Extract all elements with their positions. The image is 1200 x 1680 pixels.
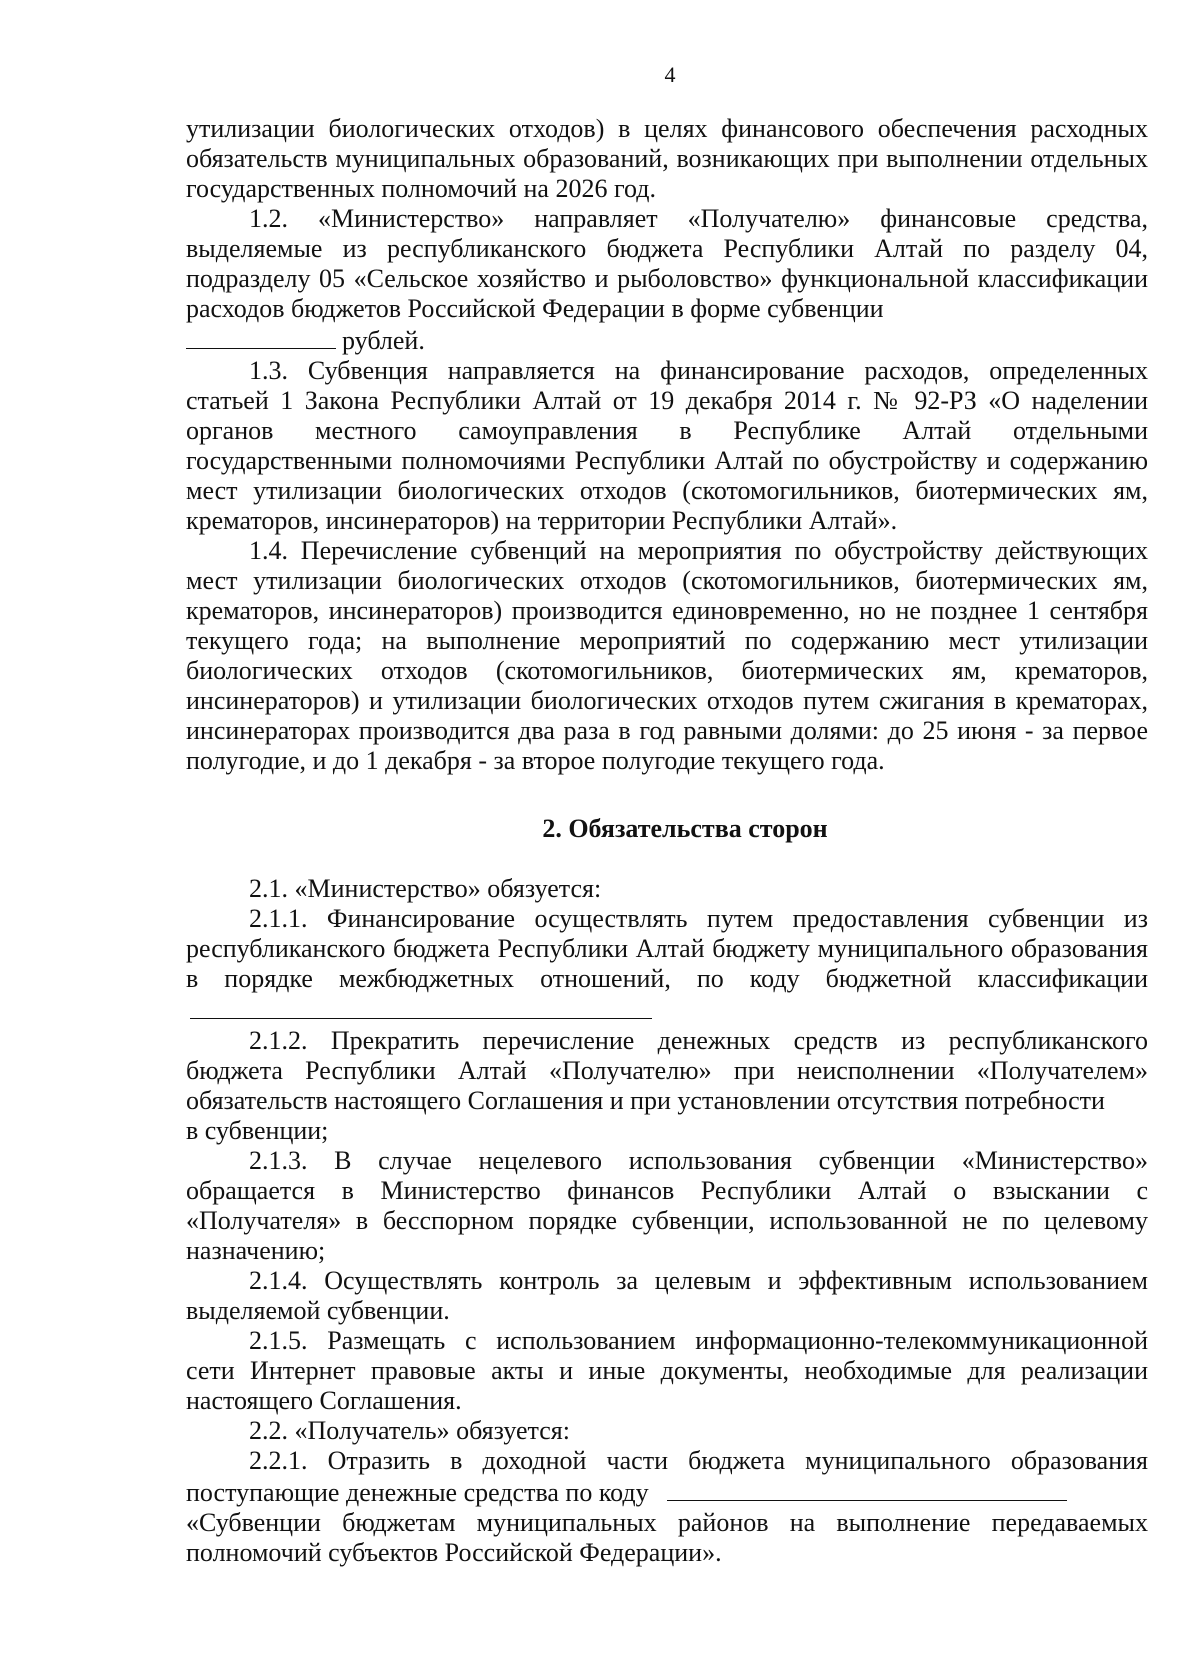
paragraph-2-2-1-text: 2.2.1. Отразить в доходной части бюджета муниципального образования поступающие денежные средства по коду — [186, 1446, 1148, 1507]
budget-code-blank-line — [190, 994, 652, 1019]
paragraph-continuation: утилизации биологических отходов) в целях финансового обеспечения расходных обязательств муниципальных образований, возникающих при выполнении отдельных государственных полномочий на 2026 год. — [186, 114, 1148, 203]
paragraph-2-1-1-text: 2.1.1. Финансирование осуществлять путем предоставления субвенции из республиканского бюджета Республики Алтай бюджету муниципального образования в порядке межбюджетных отношений, по коду бюджетной классификации — [186, 904, 1148, 993]
paragraph-2-1-5: 2.1.5. Размещать с использованием информационно-телекоммуникационной сети Интернет правовые акты и иные документы, необходимые для реализации настоящего Соглашения. — [186, 1326, 1148, 1415]
amount-blank-line — [186, 324, 336, 349]
paragraph-1-2: 1.2. «Министерство» направляет «Получателю» финансовые средства, выделяемые из республиканского бюджета Республики Алтай по разделу 04, подразделу 05 «Сельское хозяйство и рыболовство» функциональной классификации расходов бюджетов Российской Федерации в форме субвенции — [186, 204, 1148, 323]
paragraph-2-2-1-tail: «Субвенции бюджетам муниципальных районов на выполнение передаваемых полномочий субъектов Российской Федерации». — [186, 1508, 1148, 1567]
paragraph-1-4: 1.4. Перечисление субвенций на мероприятия по обустройству действующих мест утилизации биологических отходов (скотомогильников, биотермических ям, крематоров, инсинераторов) производится единовременно, но не позднее 1 сентября текущего года; на выполнение мероприятий по содержанию мест утилизации биологических отходов (скотомогильников, биотермических ям, крематоров, инсинераторов) и утилизации биологических отходов путем сжигания в крематорах, инсинераторах производится два раза в год равными долями: до 25 июня - за первое полугодие, и до 1 декабря - за второе полугодие текущего года. — [186, 536, 1148, 775]
section-heading: 2. Обязательства сторон — [542, 814, 828, 843]
page-number: 4 — [664, 62, 676, 87]
paragraph-1-3: 1.3. Субвенция направляется на финансирование расходов, определенных статьей 1 Закона Республики Алтай от 19 декабря 2014 г. № 92-РЗ «О наделении органов местного самоуправления в Республике Алтай отдельными государственными полномочиями Республики Алтай по обустройству и содержанию мест утилизации биологических отходов (скотомогильников, биотермических ям, крематоров, инсинераторов) на территории Республики Алтай». — [186, 356, 1148, 535]
paragraph-2-1-4: 2.1.4. Осуществлять контроль за целевым и эффективным использованием выделяемой субвенции. — [186, 1266, 1148, 1325]
paragraph-2-1-1 — [186, 904, 1148, 1026]
paragraph-2-1: 2.1. «Министерство» обязуется: — [249, 874, 602, 903]
paragraph-2-1-2: 2.1.2. Прекратить перечисление денежных средств из республиканского бюджета Республики Алтай «Получателю» при неисполнении «Получателем» обязательств настоящего Соглашения и при установлении отсутствия потребности — [186, 1026, 1148, 1115]
paragraph-2-2-1 — [186, 1446, 1148, 1508]
document-body — [186, 114, 1148, 1568]
paragraph-1-2-amount — [186, 324, 1148, 356]
paragraph-2-2: 2.2. «Получатель» обязуется: — [249, 1416, 570, 1445]
paragraph-2-1-3: 2.1.3. В случае нецелевого использования субвенции «Министерство» обращается в Министерство финансов Республики Алтай о взыскании с «Получателя» в бесспорном порядке субвенции, использованной не по целевому назначению; — [186, 1146, 1148, 1265]
rubles-label: рублей. — [342, 326, 425, 355]
paragraph-2-1-2-tail: в субвенции; — [186, 1116, 329, 1145]
income-code-blank-line — [667, 1476, 1067, 1501]
